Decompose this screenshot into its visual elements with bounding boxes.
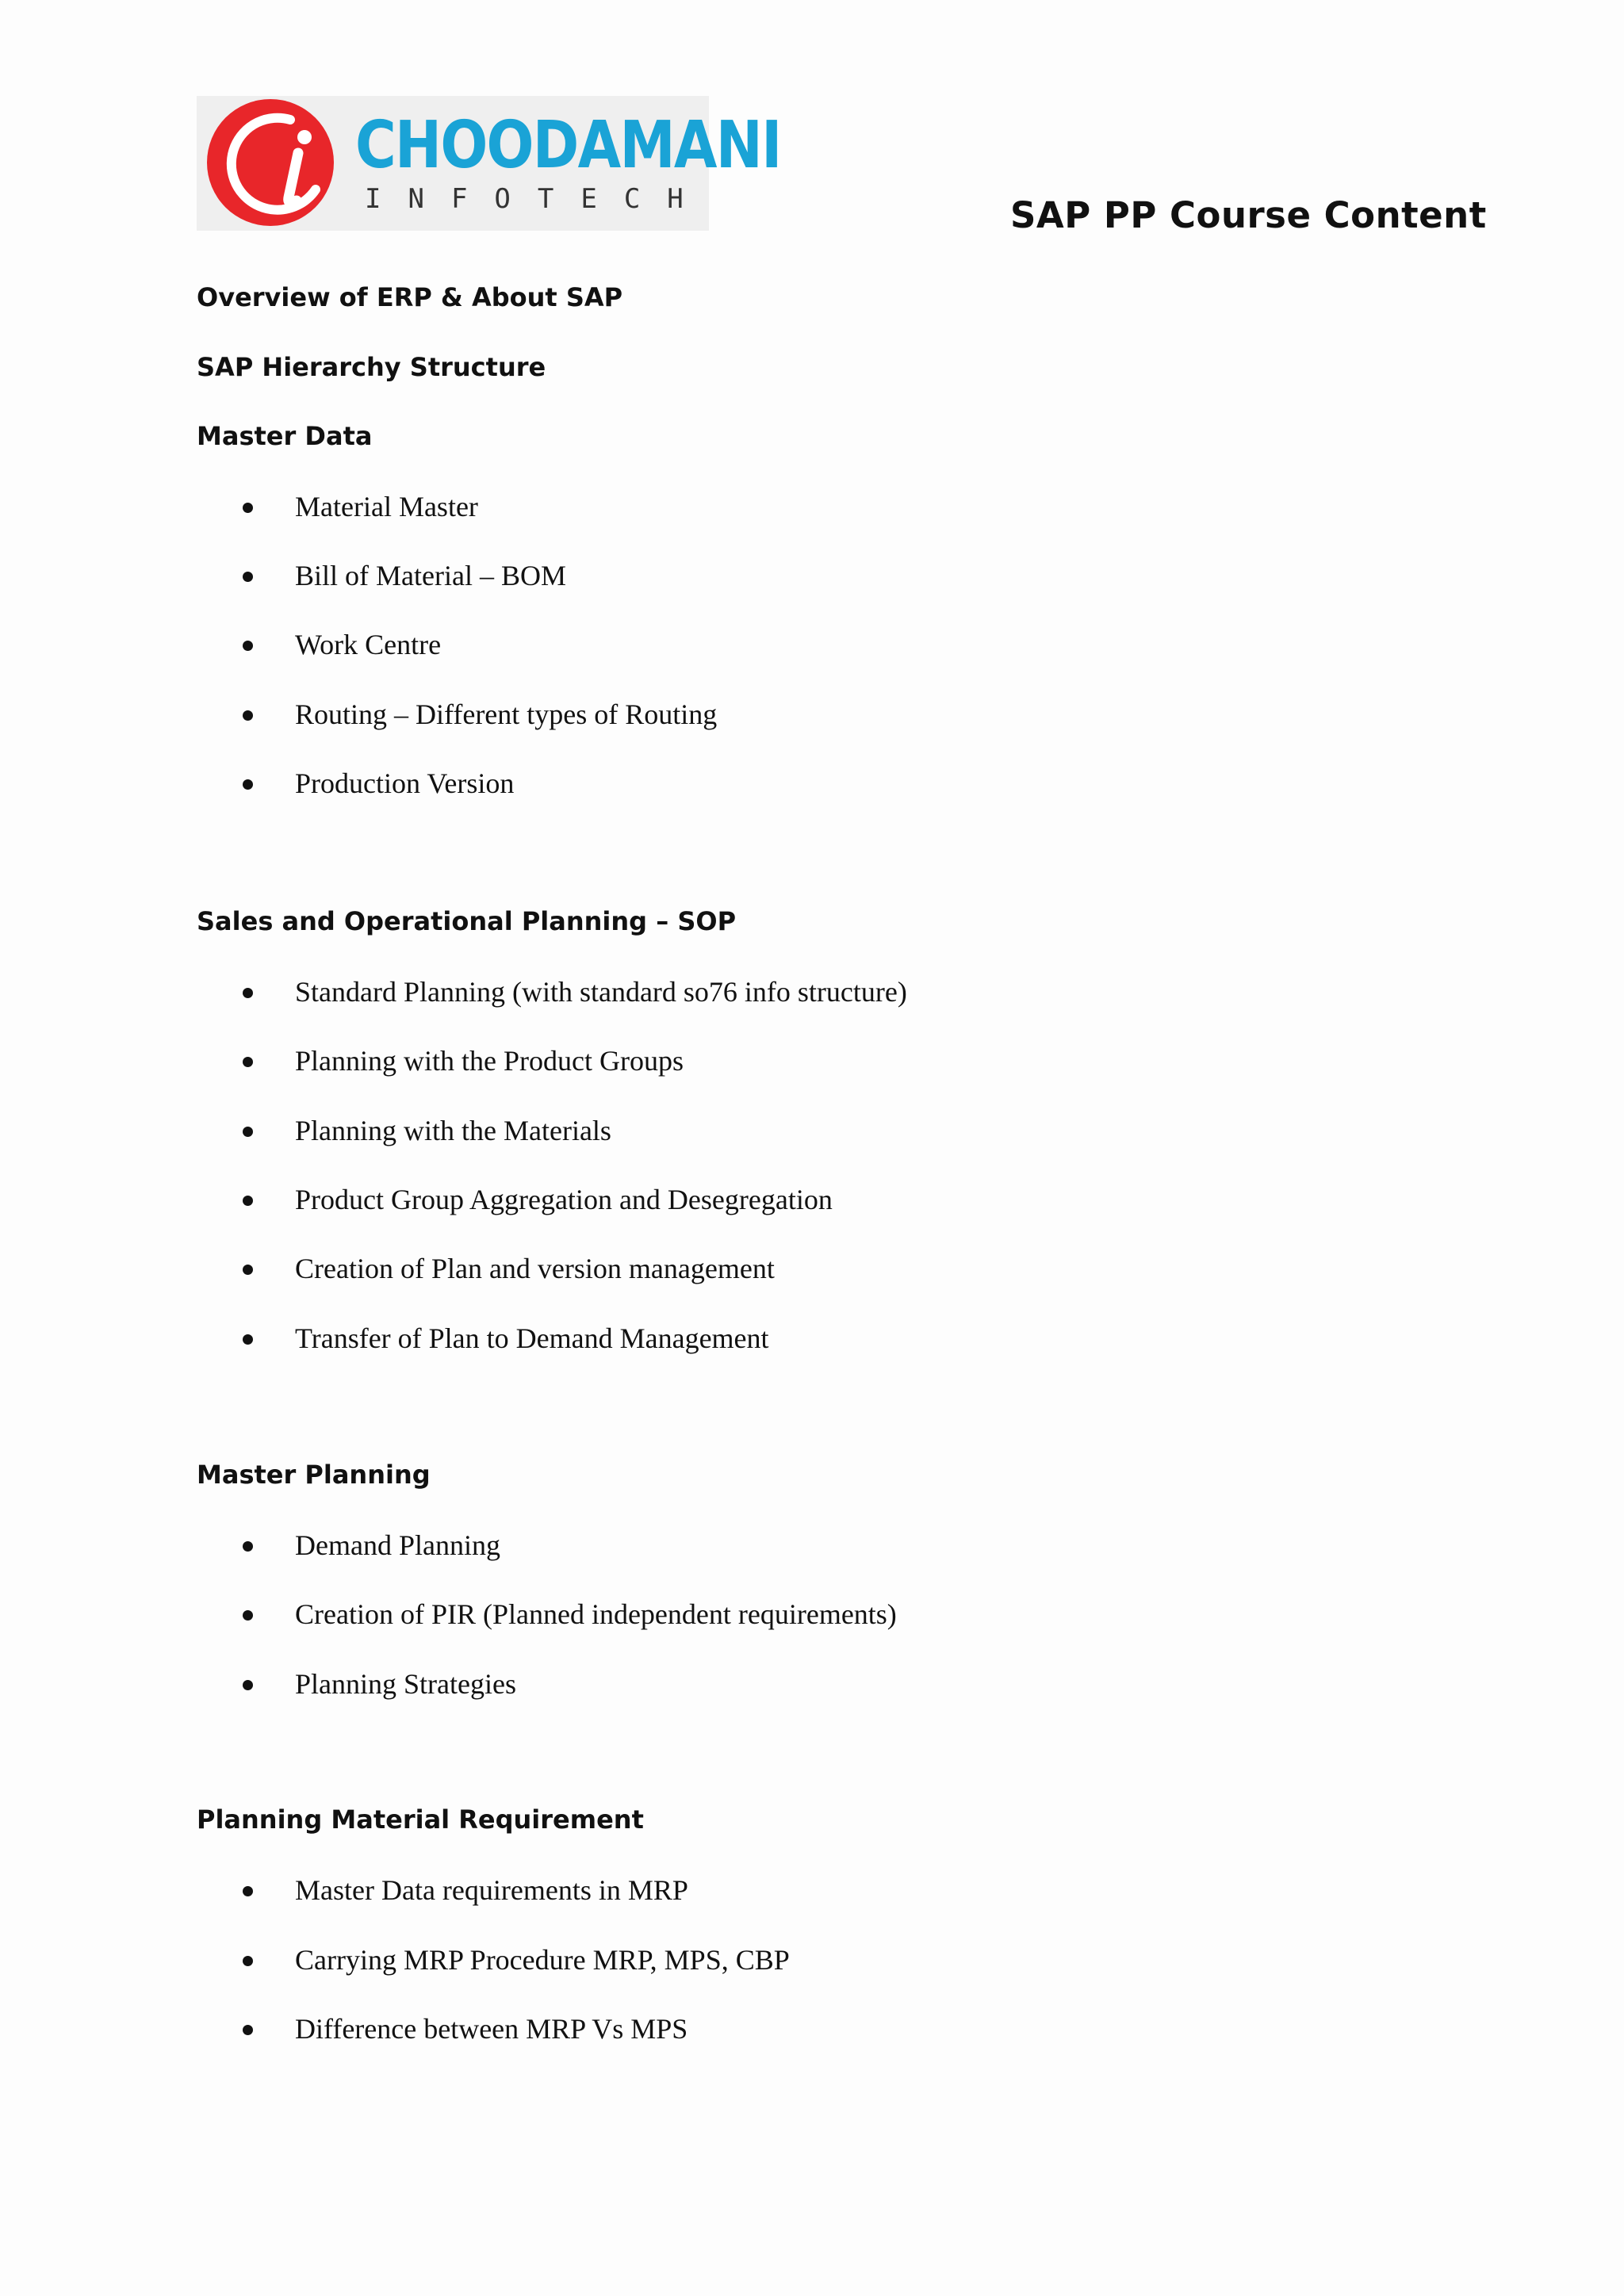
bullet-icon xyxy=(243,710,253,721)
bullet-icon xyxy=(243,641,253,651)
list-item-text: Demand Planning xyxy=(295,1529,500,1561)
section-heading-sop: Sales and Operational Planning – SOP xyxy=(197,906,737,936)
list-item-text: Planning with the Materials xyxy=(295,1115,611,1146)
section-heading-overview: Overview of ERP & About SAP xyxy=(197,282,623,312)
list-item-text: Product Group Aggregation and Desegregation xyxy=(295,1184,833,1215)
bullet-icon xyxy=(243,988,253,998)
bullet-icon xyxy=(243,1956,253,1966)
bullet-icon xyxy=(243,503,253,513)
bullet-icon xyxy=(243,1127,253,1137)
list-item-text: Planning with the Product Groups xyxy=(295,1045,684,1077)
bullet-icon xyxy=(243,1610,253,1621)
company-logo xyxy=(197,96,781,231)
section-heading-master-data: Master Data xyxy=(197,421,373,451)
logo-sub-text: INFOTECH xyxy=(365,183,710,215)
list-item-text: Standard Planning (with standard so76 info structure) xyxy=(295,976,907,1008)
bullet-icon xyxy=(243,572,253,582)
list-item-text: Creation of Plan and version management xyxy=(295,1253,775,1284)
bullet-icon xyxy=(243,779,253,790)
bullet-icon xyxy=(243,1680,253,1690)
list-item-text: Material Master xyxy=(295,491,478,522)
list-item-text: Carrying MRP Procedure MRP, MPS, CBP xyxy=(295,1944,790,1976)
page-title: SAP PP Course Content xyxy=(1010,194,1487,236)
list-item-text: Transfer of Plan to Demand Management xyxy=(295,1322,769,1354)
bullet-icon xyxy=(243,1057,253,1067)
section-heading-master-planning: Master Planning xyxy=(197,1460,431,1490)
logo-emblem-icon xyxy=(197,96,347,231)
bullet-icon xyxy=(243,1265,253,1275)
list-item-text: Master Data requirements in MRP xyxy=(295,1874,688,1906)
logo-brand-text: CHOODAMANI xyxy=(355,108,781,183)
bullet-icon xyxy=(243,2025,253,2035)
list-item-text: Work Centre xyxy=(295,629,442,660)
bullet-icon xyxy=(243,1541,253,1552)
section-heading-hierarchy: SAP Hierarchy Structure xyxy=(197,352,546,382)
list-item-text: Difference between MRP Vs MPS xyxy=(295,2013,688,2045)
list-item-text: Production Version xyxy=(295,767,515,799)
list-item-text: Planning Strategies xyxy=(295,1668,516,1700)
bullet-icon xyxy=(243,1886,253,1896)
bullet-icon xyxy=(243,1196,253,1206)
section-heading-planning-material-requirement: Planning Material Requirement xyxy=(197,1804,644,1835)
list-item-text: Bill of Material – BOM xyxy=(295,560,566,591)
bullet-icon xyxy=(243,1334,253,1345)
list-item-text: Routing – Different types of Routing xyxy=(295,698,718,730)
list-item-text: Creation of PIR (Planned independent requirements) xyxy=(295,1598,897,1630)
